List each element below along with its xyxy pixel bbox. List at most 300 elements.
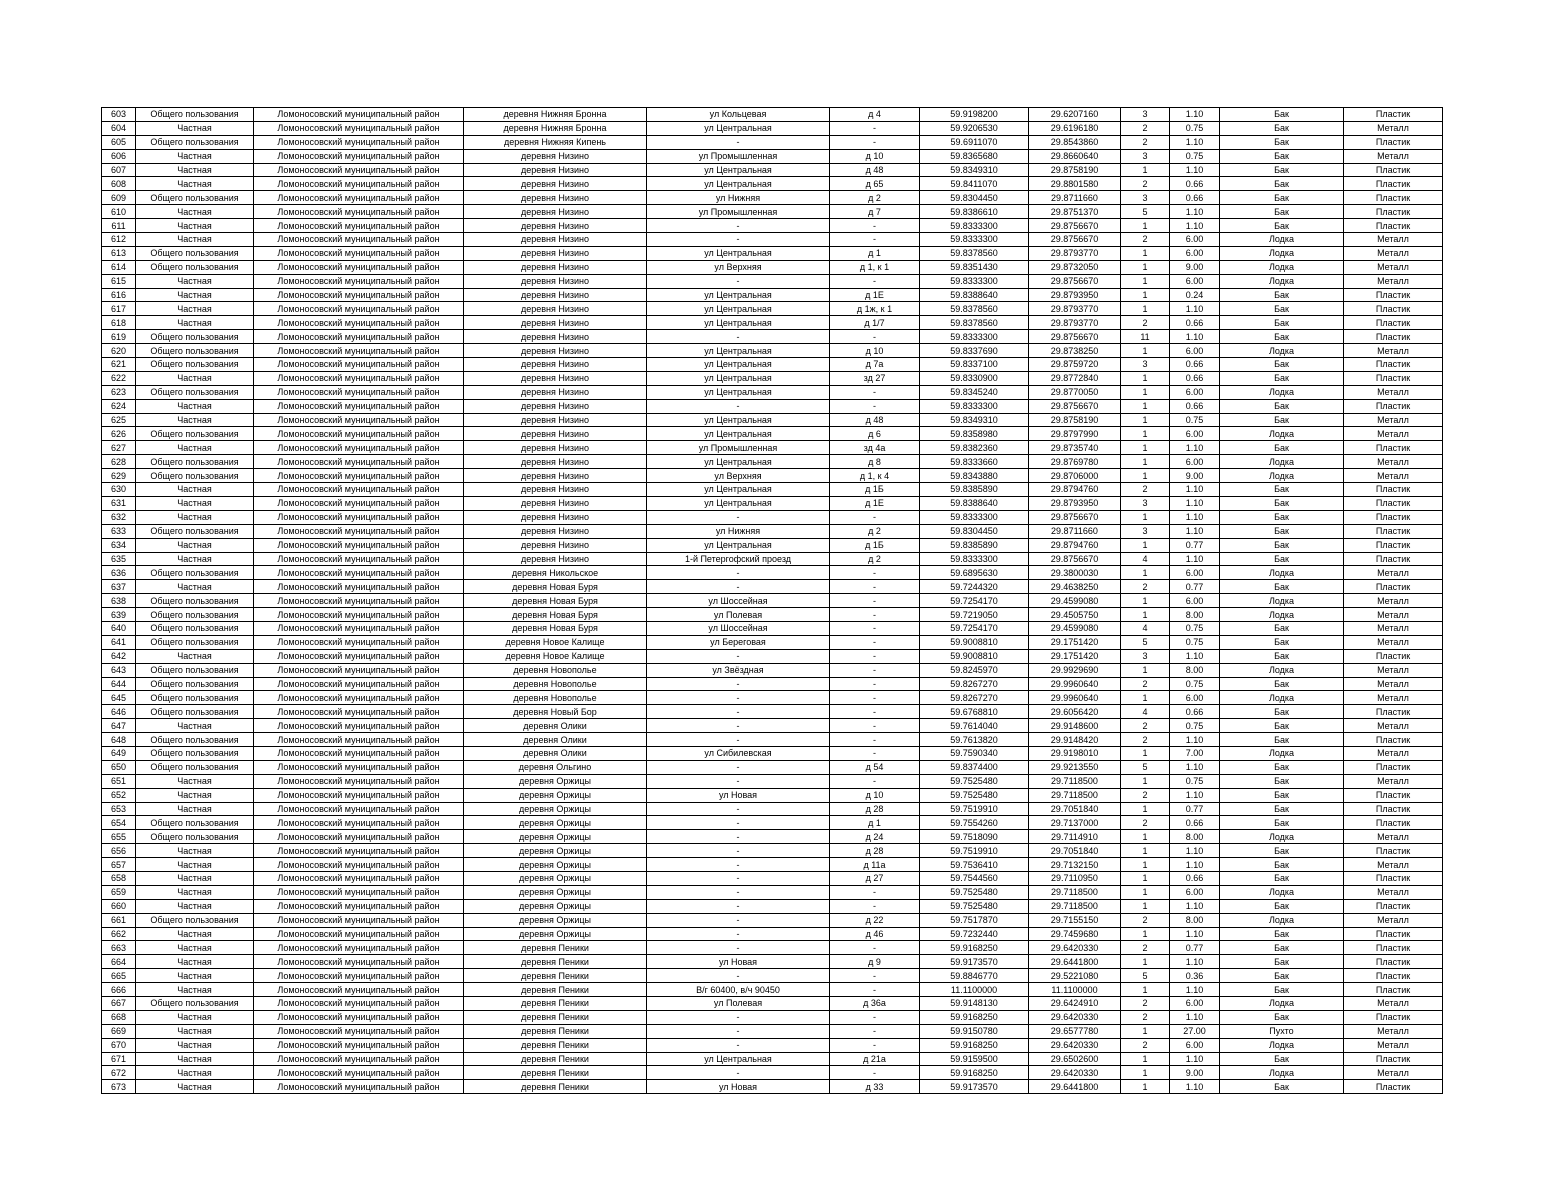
longitude-cell: 29.7118500 [1029, 788, 1121, 802]
row-number-cell: 609 [102, 191, 136, 205]
longitude-cell: 29.6441800 [1029, 1080, 1121, 1094]
settlement-cell: деревня Низино [464, 538, 647, 552]
street-cell: ул Шоссейная [647, 594, 830, 608]
street-cell: - [647, 510, 830, 524]
settlement-cell: деревня Низино [464, 233, 647, 247]
material-cell: Пластик [1344, 927, 1443, 941]
volume-cell: 9.00 [1170, 260, 1220, 274]
settlement-cell: деревня Низино [464, 441, 647, 455]
street-cell: ул Новая [647, 955, 830, 969]
material-cell: Металл [1344, 260, 1443, 274]
table-row [102, 858, 1443, 872]
latitude-cell: 59.9168250 [920, 1066, 1029, 1080]
row-number-cell: 653 [102, 802, 136, 816]
container-type-cell: Бак [1220, 677, 1344, 691]
street-cell: ул Центральная [647, 121, 830, 135]
house-cell: - [830, 233, 920, 247]
house-cell: - [830, 580, 920, 594]
container-type-cell: Лодка [1220, 566, 1344, 580]
table-row [102, 524, 1443, 538]
material-cell: Пластик [1344, 135, 1443, 149]
material-cell: Металл [1344, 1038, 1443, 1052]
volume-cell: 8.00 [1170, 830, 1220, 844]
table-row [102, 483, 1443, 497]
street-cell: - [647, 899, 830, 913]
longitude-cell: 29.6420330 [1029, 1010, 1121, 1024]
longitude-cell: 29.7051840 [1029, 844, 1121, 858]
material-cell: Металл [1344, 663, 1443, 677]
ownership-cell: Общего пользования [136, 621, 254, 635]
count-cell: 2 [1121, 677, 1170, 691]
container-type-cell: Бак [1220, 149, 1344, 163]
volume-cell: 0.77 [1170, 802, 1220, 816]
settlement-cell: деревня Пеники [464, 1010, 647, 1024]
ownership-cell: Частная [136, 580, 254, 594]
settlement-cell: деревня Пеники [464, 1038, 647, 1052]
volume-cell: 0.66 [1170, 399, 1220, 413]
material-cell: Пластик [1344, 330, 1443, 344]
latitude-cell: 59.8304450 [920, 524, 1029, 538]
material-cell: Металл [1344, 997, 1443, 1011]
volume-cell: 0.66 [1170, 371, 1220, 385]
volume-cell: 0.77 [1170, 538, 1220, 552]
ownership-cell: Общего пользования [136, 691, 254, 705]
settlement-cell: деревня Новая Буря [464, 608, 647, 622]
table-row [102, 163, 1443, 177]
count-cell: 2 [1121, 1010, 1170, 1024]
table-row [102, 302, 1443, 316]
material-cell: Пластик [1344, 191, 1443, 205]
container-type-cell: Бак [1220, 219, 1344, 233]
table-row [102, 316, 1443, 330]
row-number-cell: 658 [102, 871, 136, 885]
volume-cell: 1.10 [1170, 219, 1220, 233]
count-cell: 3 [1121, 524, 1170, 538]
longitude-cell: 29.9198010 [1029, 746, 1121, 760]
district-cell: Ломоносовский муниципальный район [254, 983, 464, 997]
district-cell: Ломоносовский муниципальный район [254, 413, 464, 427]
house-cell: д 65 [830, 177, 920, 191]
house-cell: - [830, 635, 920, 649]
table-row [102, 191, 1443, 205]
district-cell: Ломоносовский муниципальный район [254, 288, 464, 302]
latitude-cell: 59.8333660 [920, 455, 1029, 469]
district-cell: Ломоносовский муниципальный район [254, 233, 464, 247]
material-cell: Металл [1344, 635, 1443, 649]
volume-cell: 6.00 [1170, 691, 1220, 705]
volume-cell: 1.10 [1170, 955, 1220, 969]
count-cell: 3 [1121, 108, 1170, 122]
settlement-cell: деревня Низино [464, 177, 647, 191]
street-cell: ул Центральная [647, 413, 830, 427]
volume-cell: 6.00 [1170, 385, 1220, 399]
ownership-cell: Общего пользования [136, 385, 254, 399]
street-cell: ул Верхняя [647, 260, 830, 274]
row-number-cell: 654 [102, 816, 136, 830]
container-type-cell: Бак [1220, 135, 1344, 149]
container-type-cell: Бак [1220, 524, 1344, 538]
longitude-cell: 29.8706000 [1029, 469, 1121, 483]
street-cell: - [647, 774, 830, 788]
house-cell: д 2 [830, 524, 920, 538]
material-cell: Пластик [1344, 1080, 1443, 1094]
street-cell: - [647, 816, 830, 830]
row-number-cell: 659 [102, 885, 136, 899]
street-cell: ул Верхняя [647, 469, 830, 483]
house-cell: д 10 [830, 788, 920, 802]
row-number-cell: 603 [102, 108, 136, 122]
ownership-cell: Частная [136, 538, 254, 552]
longitude-cell: 29.5221080 [1029, 969, 1121, 983]
volume-cell: 1.10 [1170, 496, 1220, 510]
latitude-cell: 59.8267270 [920, 691, 1029, 705]
latitude-cell: 59.9206530 [920, 121, 1029, 135]
house-cell: - [830, 330, 920, 344]
material-cell: Металл [1344, 774, 1443, 788]
longitude-cell: 29.8797990 [1029, 427, 1121, 441]
ownership-cell: Частная [136, 413, 254, 427]
district-cell: Ломоносовский муниципальный район [254, 997, 464, 1011]
longitude-cell: 29.7118500 [1029, 899, 1121, 913]
count-cell: 1 [1121, 274, 1170, 288]
longitude-cell: 29.8772840 [1029, 371, 1121, 385]
house-cell: - [830, 774, 920, 788]
table-row [102, 885, 1443, 899]
house-cell: д 2 [830, 552, 920, 566]
district-cell: Ломоносовский муниципальный район [254, 455, 464, 469]
district-cell: Ломоносовский муниципальный район [254, 802, 464, 816]
row-number-cell: 646 [102, 705, 136, 719]
district-cell: Ломоносовский муниципальный район [254, 608, 464, 622]
material-cell: Пластик [1344, 899, 1443, 913]
district-cell: Ломоносовский муниципальный район [254, 635, 464, 649]
table-row [102, 552, 1443, 566]
count-cell: 1 [1121, 1024, 1170, 1038]
settlement-cell: деревня Низино [464, 260, 647, 274]
street-cell: - [647, 1024, 830, 1038]
table-row [102, 580, 1443, 594]
settlement-cell: деревня Низино [464, 205, 647, 219]
volume-cell: 6.00 [1170, 246, 1220, 260]
count-cell: 1 [1121, 385, 1170, 399]
material-cell: Пластик [1344, 163, 1443, 177]
row-number-cell: 642 [102, 649, 136, 663]
material-cell: Пластик [1344, 441, 1443, 455]
longitude-cell: 29.1751420 [1029, 649, 1121, 663]
ownership-cell: Частная [136, 927, 254, 941]
container-type-cell: Бак [1220, 705, 1344, 719]
longitude-cell: 29.8794760 [1029, 483, 1121, 497]
street-cell: 1-й Петергофский проезд [647, 552, 830, 566]
district-cell: Ломоносовский муниципальный район [254, 399, 464, 413]
material-cell: Пластик [1344, 760, 1443, 774]
volume-cell: 1.10 [1170, 760, 1220, 774]
material-cell: Пластик [1344, 524, 1443, 538]
district-cell: Ломоносовский муниципальный район [254, 746, 464, 760]
district-cell: Ломоносовский муниципальный район [254, 274, 464, 288]
street-cell: ул Центральная [647, 344, 830, 358]
count-cell: 1 [1121, 871, 1170, 885]
latitude-cell: 59.7525480 [920, 774, 1029, 788]
ownership-cell: Общего пользования [136, 594, 254, 608]
district-cell: Ломоносовский муниципальный район [254, 1038, 464, 1052]
latitude-cell: 59.8333300 [920, 399, 1029, 413]
house-cell: - [830, 941, 920, 955]
container-type-cell: Лодка [1220, 608, 1344, 622]
table-row [102, 774, 1443, 788]
table-row [102, 802, 1443, 816]
container-type-cell: Бак [1220, 871, 1344, 885]
material-cell: Металл [1344, 691, 1443, 705]
container-type-cell: Лодка [1220, 746, 1344, 760]
material-cell: Пластик [1344, 399, 1443, 413]
house-cell: д 54 [830, 760, 920, 774]
latitude-cell: 59.8349310 [920, 163, 1029, 177]
longitude-cell: 29.8756670 [1029, 274, 1121, 288]
street-cell: ул Полевая [647, 997, 830, 1011]
volume-cell: 1.10 [1170, 1010, 1220, 1024]
material-cell: Металл [1344, 719, 1443, 733]
count-cell: 1 [1121, 219, 1170, 233]
ownership-cell: Частная [136, 399, 254, 413]
row-number-cell: 657 [102, 858, 136, 872]
container-type-cell: Лодка [1220, 246, 1344, 260]
table-row [102, 274, 1443, 288]
count-cell: 2 [1121, 580, 1170, 594]
street-cell: - [647, 274, 830, 288]
district-cell: Ломоносовский муниципальный район [254, 899, 464, 913]
latitude-cell: 59.8846770 [920, 969, 1029, 983]
row-number-cell: 655 [102, 830, 136, 844]
longitude-cell: 29.3800030 [1029, 566, 1121, 580]
ownership-cell: Общего пользования [136, 830, 254, 844]
material-cell: Металл [1344, 858, 1443, 872]
material-cell: Металл [1344, 469, 1443, 483]
house-cell: - [830, 1038, 920, 1052]
district-cell: Ломоносовский муниципальный район [254, 510, 464, 524]
latitude-cell: 59.8345240 [920, 385, 1029, 399]
street-cell: - [647, 399, 830, 413]
material-cell: Металл [1344, 746, 1443, 760]
street-cell: ул Промышленная [647, 149, 830, 163]
volume-cell: 0.75 [1170, 413, 1220, 427]
count-cell: 1 [1121, 455, 1170, 469]
row-number-cell: 604 [102, 121, 136, 135]
material-cell: Пластик [1344, 288, 1443, 302]
longitude-cell: 29.7110950 [1029, 871, 1121, 885]
ownership-cell: Общего пользования [136, 246, 254, 260]
house-cell: д 1Е [830, 496, 920, 510]
container-type-cell: Бак [1220, 788, 1344, 802]
volume-cell: 1.10 [1170, 649, 1220, 663]
row-number-cell: 671 [102, 1052, 136, 1066]
volume-cell: 6.00 [1170, 1038, 1220, 1052]
street-cell: - [647, 969, 830, 983]
latitude-cell: 59.7554260 [920, 816, 1029, 830]
house-cell: - [830, 1024, 920, 1038]
material-cell: Металл [1344, 566, 1443, 580]
material-cell: Металл [1344, 594, 1443, 608]
ownership-cell: Частная [136, 496, 254, 510]
latitude-cell: 59.7525480 [920, 899, 1029, 913]
longitude-cell: 29.8756670 [1029, 399, 1121, 413]
district-cell: Ломоносовский муниципальный район [254, 871, 464, 885]
row-number-cell: 663 [102, 941, 136, 955]
container-type-cell: Бак [1220, 733, 1344, 747]
house-cell: д 1, к 4 [830, 469, 920, 483]
street-cell: ул Нижняя [647, 191, 830, 205]
container-type-cell: Бак [1220, 552, 1344, 566]
count-cell: 1 [1121, 858, 1170, 872]
street-cell: ул Центральная [647, 302, 830, 316]
material-cell: Пластик [1344, 871, 1443, 885]
container-type-cell: Бак [1220, 983, 1344, 997]
table-row [102, 788, 1443, 802]
street-cell: ул Нижняя [647, 524, 830, 538]
ownership-cell: Частная [136, 233, 254, 247]
latitude-cell: 59.7590340 [920, 746, 1029, 760]
settlement-cell: деревня Пеники [464, 955, 647, 969]
longitude-cell: 29.8756670 [1029, 219, 1121, 233]
district-cell: Ломоносовский муниципальный район [254, 483, 464, 497]
table-row [102, 1010, 1443, 1024]
count-cell: 3 [1121, 191, 1170, 205]
volume-cell: 1.10 [1170, 108, 1220, 122]
district-cell: Ломоносовский муниципальный район [254, 108, 464, 122]
material-cell: Пластик [1344, 108, 1443, 122]
table-row [102, 427, 1443, 441]
longitude-cell: 29.8660640 [1029, 149, 1121, 163]
street-cell: - [647, 705, 830, 719]
row-number-cell: 629 [102, 469, 136, 483]
container-type-cell: Бак [1220, 163, 1344, 177]
container-type-cell: Бак [1220, 108, 1344, 122]
longitude-cell: 29.8543860 [1029, 135, 1121, 149]
row-number-cell: 662 [102, 927, 136, 941]
ownership-cell: Частная [136, 274, 254, 288]
longitude-cell: 29.6577780 [1029, 1024, 1121, 1038]
count-cell: 1 [1121, 469, 1170, 483]
latitude-cell: 59.9008810 [920, 635, 1029, 649]
count-cell: 1 [1121, 608, 1170, 622]
ownership-cell: Частная [136, 288, 254, 302]
container-type-cell: Бак [1220, 316, 1344, 330]
settlement-cell: деревня Оржицы [464, 899, 647, 913]
house-cell: - [830, 677, 920, 691]
count-cell: 2 [1121, 177, 1170, 191]
street-cell: - [647, 719, 830, 733]
house-cell: д 1 [830, 246, 920, 260]
longitude-cell: 29.7137000 [1029, 816, 1121, 830]
street-cell: ул Звёздная [647, 663, 830, 677]
container-type-cell: Лодка [1220, 385, 1344, 399]
house-cell: - [830, 594, 920, 608]
container-type-cell: Бак [1220, 927, 1344, 941]
house-cell: д 28 [830, 844, 920, 858]
street-cell: ул Кольцевая [647, 108, 830, 122]
material-cell: Металл [1344, 413, 1443, 427]
street-cell: - [647, 858, 830, 872]
ownership-cell: Частная [136, 885, 254, 899]
district-cell: Ломоносовский муниципальный район [254, 496, 464, 510]
ownership-cell: Общего пользования [136, 746, 254, 760]
count-cell: 1 [1121, 566, 1170, 580]
count-cell: 1 [1121, 260, 1170, 274]
container-type-cell: Бак [1220, 955, 1344, 969]
longitude-cell: 29.8711660 [1029, 191, 1121, 205]
row-number-cell: 665 [102, 969, 136, 983]
material-cell: Металл [1344, 385, 1443, 399]
latitude-cell: 59.9150780 [920, 1024, 1029, 1038]
count-cell: 1 [1121, 441, 1170, 455]
ownership-cell: Частная [136, 441, 254, 455]
house-cell: - [830, 219, 920, 233]
settlement-cell: деревня Оржицы [464, 844, 647, 858]
table-row [102, 413, 1443, 427]
house-cell: зд 27 [830, 371, 920, 385]
count-cell: 2 [1121, 733, 1170, 747]
material-cell: Пластик [1344, 1010, 1443, 1024]
longitude-cell: 29.7114910 [1029, 830, 1121, 844]
table-row [102, 566, 1443, 580]
settlement-cell: деревня Низино [464, 510, 647, 524]
material-cell: Пластик [1344, 649, 1443, 663]
ownership-cell: Общего пользования [136, 469, 254, 483]
ownership-cell: Общего пользования [136, 760, 254, 774]
district-cell: Ломоносовский муниципальный район [254, 344, 464, 358]
ownership-cell: Частная [136, 205, 254, 219]
table-row [102, 899, 1443, 913]
volume-cell: 0.66 [1170, 177, 1220, 191]
volume-cell: 1.10 [1170, 733, 1220, 747]
count-cell: 3 [1121, 649, 1170, 663]
district-cell: Ломоносовский муниципальный район [254, 705, 464, 719]
count-cell: 5 [1121, 969, 1170, 983]
table-row [102, 330, 1443, 344]
volume-cell: 8.00 [1170, 663, 1220, 677]
material-cell: Пластик [1344, 788, 1443, 802]
settlement-cell: деревня Олики [464, 733, 647, 747]
material-cell: Металл [1344, 121, 1443, 135]
longitude-cell: 29.6196180 [1029, 121, 1121, 135]
table-row [102, 913, 1443, 927]
volume-cell: 1.10 [1170, 524, 1220, 538]
district-cell: Ломоносовский муниципальный район [254, 330, 464, 344]
ownership-cell: Частная [136, 802, 254, 816]
latitude-cell: 59.8267270 [920, 677, 1029, 691]
district-cell: Ломоносовский муниципальный район [254, 566, 464, 580]
settlement-cell: деревня Оржицы [464, 774, 647, 788]
house-cell: д 1ж, к 1 [830, 302, 920, 316]
row-number-cell: 631 [102, 496, 136, 510]
district-cell: Ломоносовский муниципальный район [254, 427, 464, 441]
volume-cell: 0.75 [1170, 774, 1220, 788]
row-number-cell: 632 [102, 510, 136, 524]
latitude-cell: 59.7254170 [920, 621, 1029, 635]
container-type-cell: Лодка [1220, 469, 1344, 483]
settlement-cell: деревня Олики [464, 719, 647, 733]
district-cell: Ломоносовский муниципальный район [254, 135, 464, 149]
container-type-cell: Бак [1220, 1052, 1344, 1066]
volume-cell: 6.00 [1170, 566, 1220, 580]
street-cell: - [647, 1038, 830, 1052]
volume-cell: 0.24 [1170, 288, 1220, 302]
latitude-cell: 59.9148130 [920, 997, 1029, 1011]
settlement-cell: деревня Пеники [464, 1080, 647, 1094]
house-cell: д 9 [830, 955, 920, 969]
ownership-cell: Общего пользования [136, 816, 254, 830]
district-cell: Ломоносовский муниципальный район [254, 149, 464, 163]
